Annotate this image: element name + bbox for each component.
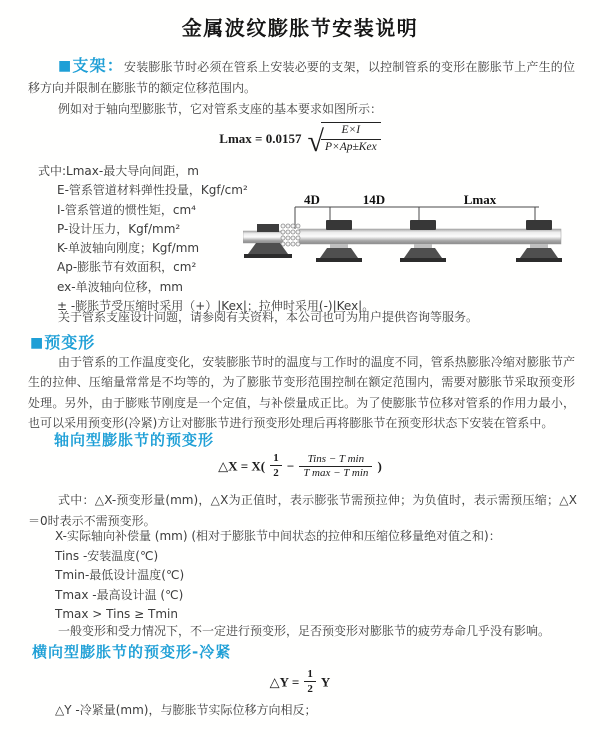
- definition-ap: Ap-膨胀节有效面积，cm²: [57, 260, 197, 275]
- lateral-formula-rhs: Y: [320, 674, 331, 690]
- support-example-line: 例如对于轴向型膨胀节，它对管系支座的基本要求如图所示：: [58, 102, 383, 116]
- temp-denominator: T max − T min: [303, 466, 369, 479]
- definition-e: E-管系管道材料弹性投量，Kgf/cm²: [57, 183, 248, 198]
- axial-formula-half: [270, 452, 282, 480]
- definition-k: K-单波轴向刚度；Kgf/mm: [57, 241, 200, 256]
- lateral-formula-lhs: △Y =: [269, 674, 300, 690]
- definition-i: I-管系管道的惯性矩，cm⁴: [57, 202, 196, 217]
- bellows-icon: [281, 224, 300, 246]
- support-paragraph: [28, 55, 575, 99]
- support-section-heading: 支架：: [72, 56, 125, 75]
- lateral-formula-half: [304, 668, 316, 696]
- axial-definitions-list: [55, 527, 501, 625]
- temp-numerator: Tins − T min: [299, 453, 372, 467]
- dim-label-lmax: Lmax: [463, 193, 497, 207]
- sqrt-sign: √: [307, 125, 324, 159]
- support-intro-text: 安装膨胀节时必须在管系上安装必要的支架，以控制管系的变形在膨胀节上产生的位移方向并限制在膨胀节的额定位移范围内。: [28, 60, 575, 95]
- temp-inequality: Tmax > Tins ≥ Tmin: [55, 607, 178, 622]
- axial-formula-lhs: △X = X(: [218, 458, 266, 474]
- lmax-formula-fraction: [321, 122, 381, 156]
- lmax-formula-numerator: E×I: [321, 123, 381, 140]
- page-title: 金属波纹膨胀节安装说明: [181, 16, 419, 40]
- lmax-formula-denominator: P×Ap±Kex: [324, 140, 377, 153]
- definition-ex: ex-单波轴向位移，mm: [57, 279, 183, 294]
- axial-subheading: 轴向型膨胀节的预变形: [54, 431, 215, 449]
- lateral-formula: [0, 668, 600, 696]
- definition-lmax: 式中:Lmax-最大导向间距，m: [38, 164, 199, 178]
- predeform-heading-text: 预变形: [44, 333, 96, 352]
- section-square-icon: ■: [58, 58, 72, 74]
- predeform-section-heading: [30, 330, 95, 353]
- axial-x-definition: X-实际轴向补偿量 (mm) (相对于膨胀节中间状态的拉伸和压缩位移量绝对值之和)：: [55, 529, 501, 543]
- half-denominator: 2: [273, 467, 279, 480]
- pipe-support-diagram: [243, 193, 595, 293]
- pipe-left-stub: [243, 231, 283, 243]
- temp-def-tmin: Tmin-最低设计温度(℃): [55, 568, 185, 583]
- dim-label-14d: 14D: [362, 193, 386, 207]
- definition-p: P-设计压力，Kgf/mm²: [57, 221, 181, 236]
- axial-remark: 一般变形和受力情况下，不一定进行预变形，足否预变形对膨胀节的疲劳寿命几乎没有影响。: [58, 624, 551, 638]
- half-denominator: 2: [307, 683, 313, 696]
- axial-formula-minus: −: [286, 458, 295, 474]
- axial-explain: 式中：△X-预变形量(mm)，△X为正值时，表示膨张节需预拉伸；为负值时，表示需预压缩；△X＝0时表示不需预变形。: [28, 493, 577, 528]
- lmax-formula-lhs: Lmax = 0.0157: [219, 131, 302, 147]
- lmax-formula: [0, 122, 600, 159]
- axial-formula: [0, 452, 600, 480]
- temp-def-tmax: Tmax -最高设计温 (℃): [55, 587, 184, 602]
- definition-sign: ± -膨胀节受压缩时采用（+）|Kex|；拉伸时采用(-)|Kex|。: [57, 299, 375, 314]
- temp-def-tins: Tins -安装温度(℃): [55, 548, 159, 563]
- lateral-subheading: 横向型膨胀节的预变形-冷紧: [32, 643, 232, 661]
- pipe-main: [299, 229, 561, 244]
- section-square-icon: ■: [30, 335, 44, 351]
- dim-label-4d: 4D: [304, 193, 320, 207]
- lateral-note: △Y -冷紧量(mm)，与膨胀节实际位移方向相反；: [55, 703, 317, 717]
- axial-formula-temp-fraction: [299, 453, 372, 480]
- pipe-support-diagram-svg: [243, 193, 595, 293]
- axial-formula-rhs: ): [377, 458, 382, 474]
- half-numerator: 1: [304, 668, 316, 682]
- half-numerator: 1: [270, 452, 282, 466]
- support-note: 关于管系支座设计问题，请参阅有关资料，本公司也可为用户提供咨询等服务。: [58, 310, 479, 324]
- predeform-paragraph: 由于管系的工作温度变化，安装膨胀节时的温度与工作时的温度不同，管系热膨胀冷缩对膨胀节产生的拉伸、压缩量常常是不均等的，为了膨胀节变形范围控制在额定范围内，需要对膨胀节采取预变形处理。另外，由于膨账节刚度是一个定值，与补偿量成正比。为了使膨胀节位移对管系的作用力最小，也可以采用预变形(冷紧)方让对膨胀节进行预变形处理后再将膨胀节在预变形状态下安装在管系中。: [28, 355, 575, 430]
